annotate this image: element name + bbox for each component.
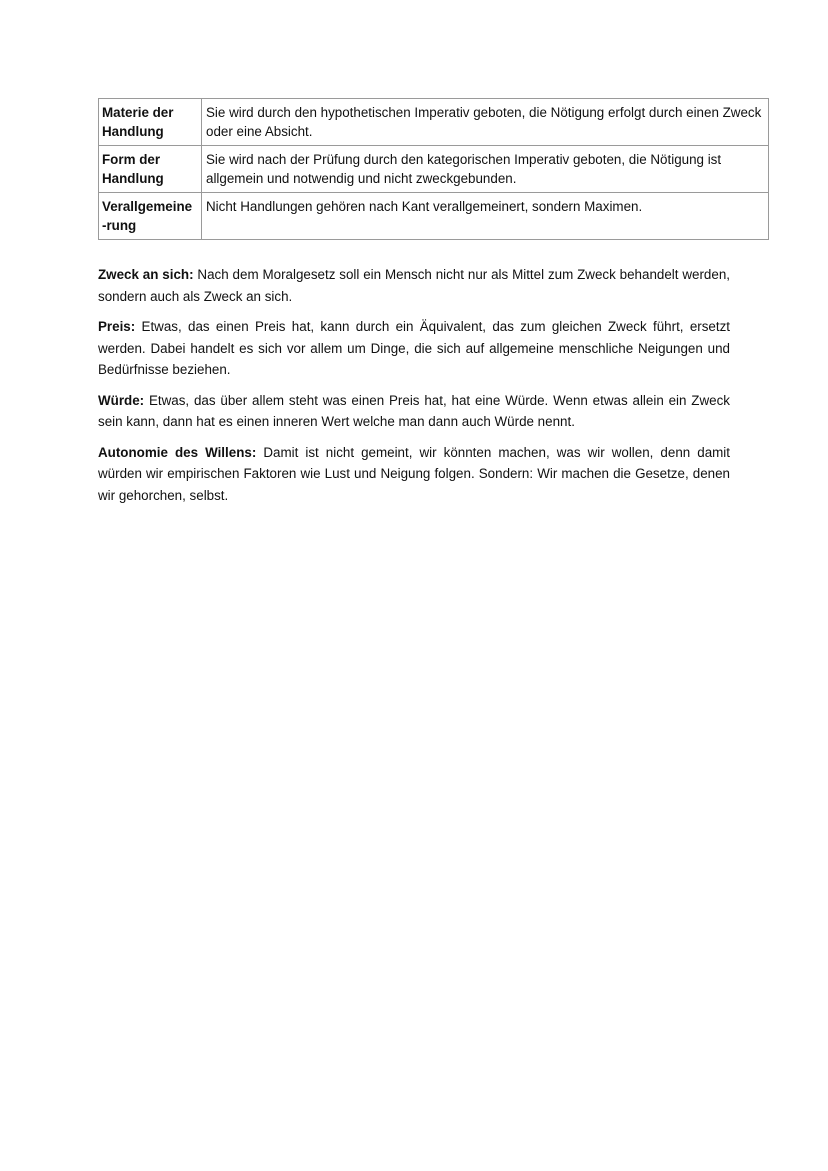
definition-paragraph — [98, 390, 730, 433]
table-description-cell: Sie wird durch den hypothetischen Imperativ geboten, die Nötigung erfolgt durch einen Zweck oder eine Absicht. — [202, 99, 769, 146]
table-term-cell: Materie der Handlung — [99, 99, 202, 146]
definition-text: Etwas, das über allem steht was einen Preis hat, hat eine Würde. Wenn etwas allein ein Zweck sein kann, dann hat es einen inneren Wert welche man dann auch Würde nennt. — [98, 392, 730, 429]
definition-paragraph — [98, 316, 730, 381]
definition-table — [98, 98, 769, 240]
table-row — [99, 146, 769, 193]
definition-paragraph — [98, 264, 730, 307]
definition-text: Nach dem Moralgesetz soll ein Mensch nicht nur als Mittel zum Zweck behandelt werden, sondern auch als Zweck an sich. — [98, 267, 730, 304]
table-description-cell: Sie wird nach der Prüfung durch den kategorischen Imperativ geboten, die Nötigung ist allgemein und notwendig und nicht zweckgebunden. — [202, 146, 769, 193]
definition-term: Zweck an sich: — [98, 267, 194, 282]
definition-text: Damit ist nicht gemeint, wir könnten machen, was wir wollen, denn damit würden wir empirischen Faktoren wie Lust und Neigung folgen. Sondern: Wir machen die Gesetze, denen wir gehorchen, selbst. — [98, 444, 730, 503]
table-term-cell: Verallgemeine -rung — [99, 193, 202, 240]
definitions-text — [98, 264, 730, 515]
definition-paragraph — [98, 442, 730, 507]
definition-term: Autonomie des Willens: — [98, 444, 257, 460]
table-term-cell: Form der Handlung — [99, 146, 202, 193]
definition-text: Etwas, das einen Preis hat, kann durch ein Äquivalent, das zum gleichen Zweck führt, ersetzt werden. Dabei handelt es sich vor allem um Dinge, die sich auf allgemeine menschliche Neigungen und Bedürfnisse beziehen. — [98, 319, 730, 377]
definition-term: Preis: — [98, 319, 136, 334]
definition-term: Würde: — [98, 392, 145, 408]
table-description-cell: Nicht Handlungen gehören nach Kant verallgemeinert, sondern Maximen. — [202, 193, 769, 240]
table-row — [99, 99, 769, 146]
table-row — [99, 193, 769, 240]
